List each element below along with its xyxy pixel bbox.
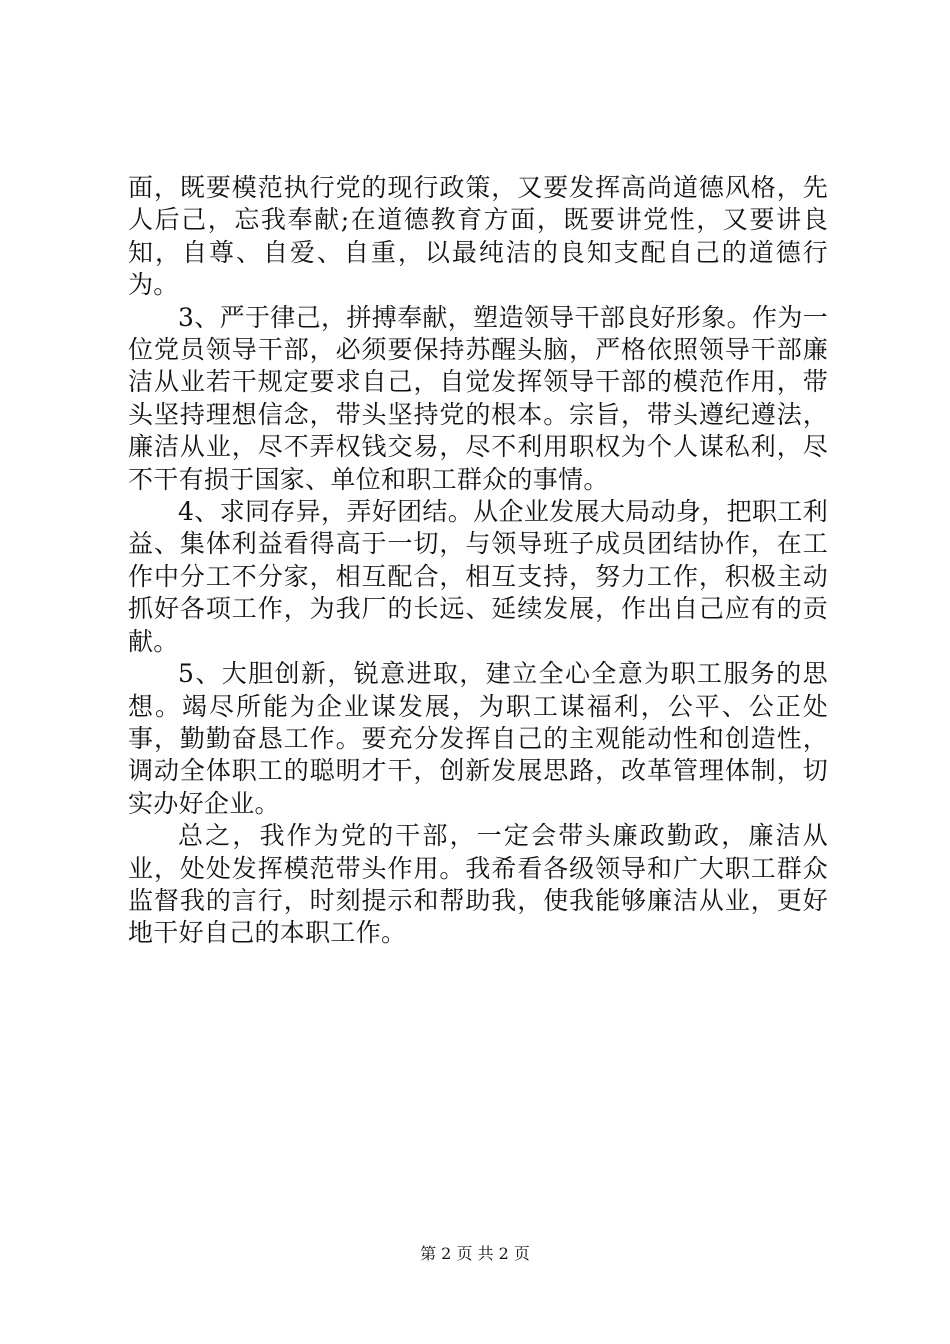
paragraph-item-4: 4、求同存异，弄好团结。从企业发展大局动身，把职工利益、集体利益看得高于一切，与领导班子成员团结协作，在工作中分工不分家，相互配合，相互支持，努力工作，积极主动抓好各项工作，为我厂的长远、延续发展，作出自己应有的贡献。 bbox=[128, 497, 828, 656]
paragraph-continuation: 面，既要模范执行党的现行政策，又要发挥高尚道德风格，先人后己，忘我奉献;在道德教育方面，既要讲党性，又要讲良知，自尊、自爱、自重，以最纯洁的良知支配自己的道德行为。 bbox=[128, 173, 828, 300]
document-body bbox=[128, 172, 828, 950]
paragraph-item-5: 5、大胆创新，锐意进取，建立全心全意为职工服务的思想。竭尽所能为企业谋发展，为职工谋福利，公平、公正处事，勤勤奋恳工作。要充分发挥自己的主观能动性和创造性，调动全体职工的聪明才干，创新发展思路，改革管理体制，切实办好企业。 bbox=[128, 659, 828, 818]
paragraph-item-3: 3、严于律己，拼搏奉献，塑造领导干部良好形象。作为一位党员领导干部，必须要保持苏醒头脑，严格依照领导干部廉洁从业若干规定要求自己，自觉发挥领导干部的模范作用，带头坚持理想信念，带头坚持党的根本。宗旨，带头遵纪遵法，廉洁从业，尽不弄权钱交易，尽不利用职权为个人谋私利，尽不干有损于国家、单位和职工群众的事情。 bbox=[128, 302, 828, 494]
paragraph-conclusion: 总之，我作为党的干部，一定会带头廉政勤政，廉洁从业，处处发挥模范带头作用。我希看各级领导和广大职工群众监督我的言行，时刻提示和帮助我，使我能够廉洁从业，更好地干好自己的本职工作。 bbox=[128, 821, 828, 948]
page-footer: 第 2 页 共 2 页 bbox=[420, 1244, 530, 1263]
